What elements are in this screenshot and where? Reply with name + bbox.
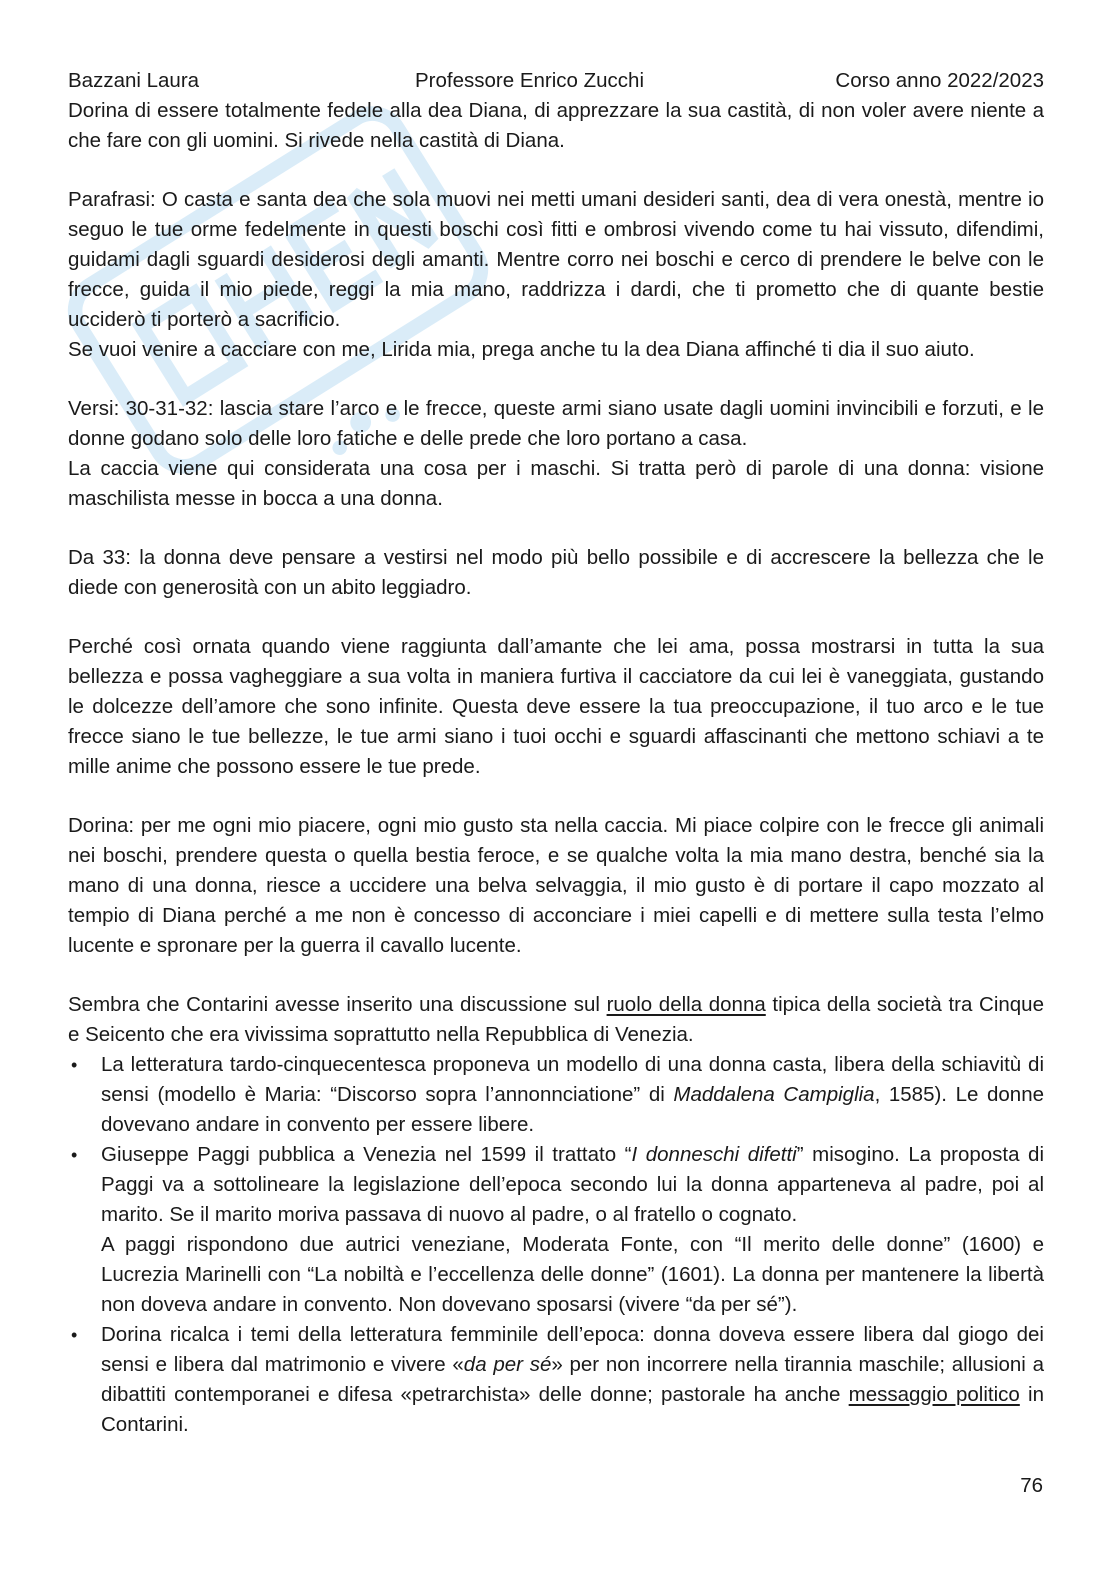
bullet-item: • La letteratura tardo-cinquecentesca proponeva un modello di una donna casta, libera della schiavitù di sensi (modello è Maria: “Discorso sopra l’annonnciatione” di Maddalena Campiglia, 1585). Le donne dovevano andare in convento per essere libere. [101, 1050, 1044, 1140]
bullet-list [68, 1050, 1044, 1440]
header-author: Bazzani Laura [68, 69, 200, 92]
underlined-ruolo-della-donna: ruolo della donna [606, 993, 766, 1016]
header-course: Corso anno 2022/2023 [835, 69, 1044, 92]
header-professor: Professore Enrico Zucchi [415, 69, 645, 92]
document-page [68, 66, 1044, 1440]
paragraph-parafrasi: Parafrasi: O casta e santa dea che sola muovi nei metti umani desideri santi, dea di vera onestà, mentre io seguo le tue orme fedelmente in questi boschi così fitti e ombrosi vivendo come tu hai vissuto, difendimi, guidami dagli sguardi desiderosi degli amanti. Mentre corro nei boschi e cerco di prendere le belve con le frecce, guida il mio piede, reggi la mia mano, raddrizza i dardi, che ti prometto che di quante bestie ucciderò ti porterò a sacrificio. [68, 188, 1044, 331]
bullet-item: • Dorina ricalca i temi della letteratura femminile dell’epoca: donna doveva essere libera dal giogo dei sensi e libera dal matrimonio e vivere «da per sé» per non incorrere nella tirannia maschile; allusioni a dibattiti contemporanei e difesa «petrarchista» delle donne; pastorale ha anche messaggio politico in Contarini. [101, 1320, 1044, 1440]
paragraph-perche-ornata: Perché così ornata quando viene raggiunta dall’amante che lei ama, possa mostrarsi in tutta la sua bellezza e possa vagheggiare a sua volta in maniera furtiva il cacciatore da cui lei è vaneggiata, gustando le dolcezze dell’amore che sono infinite. Questa deve essere la tua preoccupazione, il tuo arco e le tue frecce siano le tue bellezze, le tue armi siano i tuoi occhi e sguardi affascinanti che mettono schiavi a te mille anime che possono essere le tue prede. [68, 635, 1044, 778]
bullet-item: • Giuseppe Paggi pubblica a Venezia nel 1599 il trattato “I donneschi difetti” misogino. La proposta di Paggi va a sottolineare la legislazione dell’epoca secondo lui la donna apparteneva al padre, poi al marito. Se il marito moriva passava di nuovo al padre, o al fratello o cognato. A paggi rispondono due autrici veneziane, Moderata Fonte, con “Il merito delle donne” (1600) e Lucrezia Marinelli con “La nobiltà e l’eccellenza delle donne” (1601). La donna per mantenere la libertà non doveva andare in convento. Non dovevano sposarsi (vivere “da per sé”). [101, 1140, 1044, 1320]
underlined-messaggio-politico: messaggio politico [848, 1383, 1020, 1406]
paragraph-contarini: Sembra che Contarini avesse inserito una discussione sul ruolo della donna tipica della società tra Cinque e Seicento che era vivissima soprattutto nella Repubblica di Venezia. [68, 993, 1044, 1046]
paragraph-da-33: Da 33: la donna deve pensare a vestirsi nel modo più bello possibile e di accrescere la bellezza che le diede con generosità con un abito leggiadro. [68, 546, 1044, 599]
paragraph-versi: Versi: 30-31-32: lascia stare l’arco e le frecce, queste armi siano usate dagli uomini invincibili e forzuti, e le donne godano solo delle loro fatiche e delle prede che loro portano a casa. [68, 397, 1044, 450]
page-number: 76 [1020, 1474, 1043, 1497]
paragraph-caccia: La caccia viene qui considerata una cosa per i maschi. Si tratta però di parole di una donna: visione maschilista messe in bocca a una donna. [68, 457, 1044, 510]
page-header [68, 66, 1044, 96]
paragraph-dorina-fedele: Dorina di essere totalmente fedele alla dea Diana, di apprezzare la sua castità, di non voler avere niente a che fare con gli uomini. Si rivede nella castità di Diana. [68, 99, 1044, 152]
paragraph-lirida: Se vuoi venire a cacciare con me, Lirida mia, prega anche tu la dea Diana affinché ti dia il suo aiuto. [68, 338, 975, 361]
paragraph-dorina-caccia: Dorina: per me ogni mio piacere, ogni mio gusto sta nella caccia. Mi piace colpire con le frecce gli animali nei boschi, prendere questa o quella bestia feroce, e se qualche volta la mia mano destra, benché sia la mano di una donna, riesce a uccidere una belva selvaggia, il mio gusto è di portare il capo mozzato al tempio di Diana perché a me non è concesso di acconciare i miei capelli e di mettere sulla testa l’elmo lucente e spronare per la guerra il cavallo lucente. [68, 814, 1044, 957]
